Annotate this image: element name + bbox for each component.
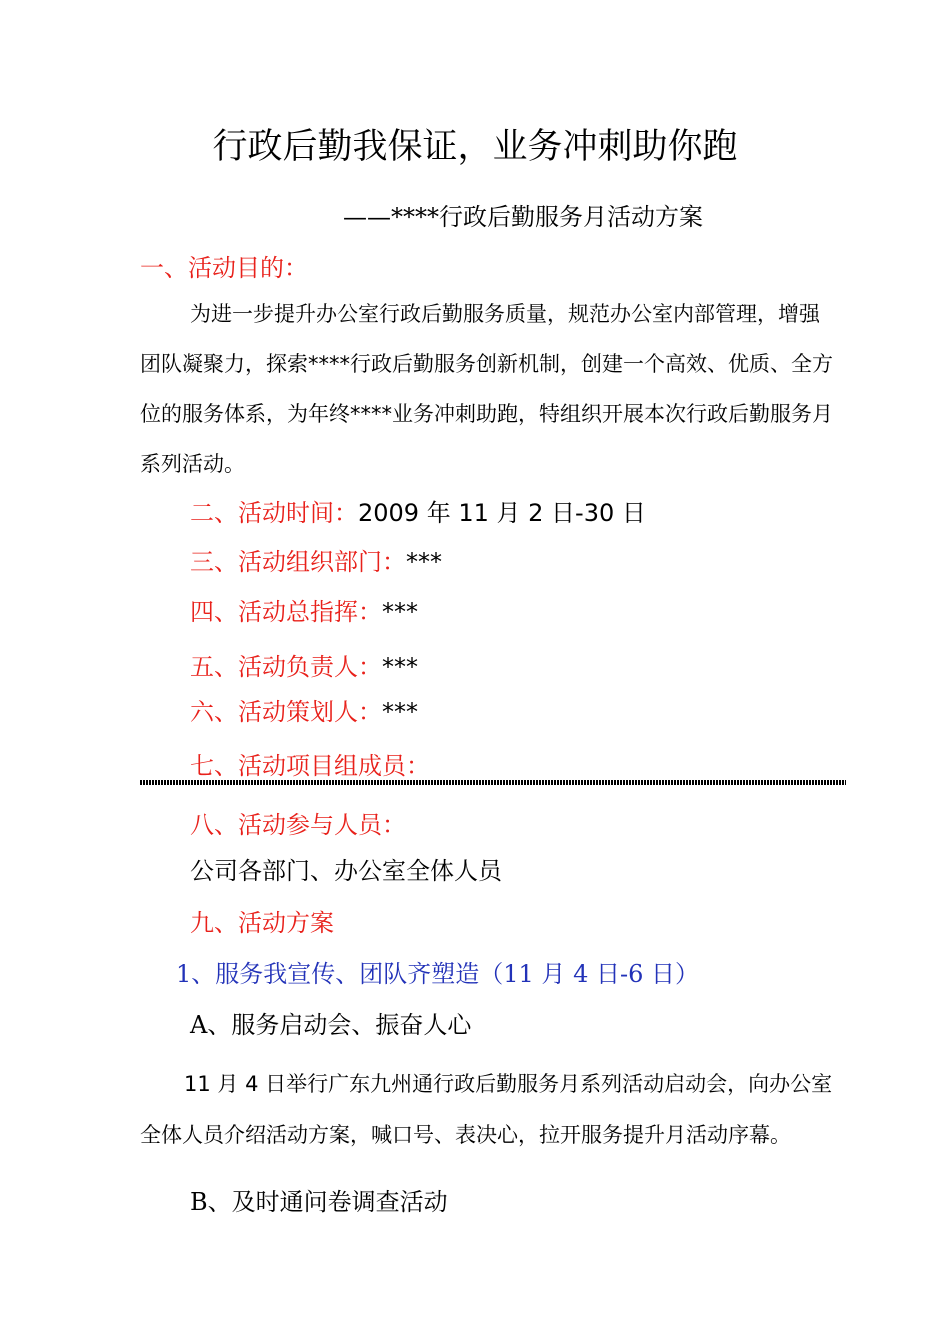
section-3-line — [190, 545, 442, 579]
organizer-value: *** — [406, 548, 442, 576]
dotted-divider — [140, 780, 846, 785]
section-2-line — [190, 496, 646, 530]
section-1-body: 为进一步提升办公室行政后勤服务质量，规范办公室内部管理，增强团队凝聚力，探索****行政后勤服务创新机制，创建一个高效、优质、全方位的服务体系，为年终****业务冲刺助跑，特组织开展本次行政后勤服务月系列活动。 — [140, 302, 833, 476]
section-7-heading: 七、活动项目组成员： — [190, 752, 430, 780]
section-2-heading: 二、活动时间： — [190, 499, 358, 527]
section-4-line — [190, 595, 418, 629]
section-4-heading: 四、活动总指挥： — [190, 598, 382, 626]
plan-item-1b-heading: B、及时通问卷调查活动 — [190, 1188, 448, 1216]
document-subtitle: ——****行政后勤服务月活动方案 — [343, 203, 703, 231]
section-5-line — [190, 650, 418, 684]
commander-value: *** — [382, 598, 418, 626]
leader-value: *** — [382, 653, 418, 681]
document-title: 行政后勤我保证，业务冲刺助你跑 — [212, 127, 738, 167]
section-6-line — [190, 695, 418, 729]
plan-item-1a-body: 11 月 4 日举行广东九州通行政后勤服务月系列活动启动会，向办公室全体人员介绍活动方案，喊口号、表决心，拉开服务提升月活动序幕。 — [140, 1072, 833, 1147]
planner-value: *** — [382, 698, 418, 726]
section-8-heading: 八、活动参与人员： — [190, 811, 406, 839]
section-1-heading: 一、活动目的： — [140, 254, 308, 282]
section-8-body: 公司各部门、办公室全体人员 — [190, 857, 502, 885]
plan-item-1-heading: 1、服务我宣传、团队齐塑造（11 月 4 日-6 日） — [176, 960, 699, 988]
activity-time-value: 2009 年 11 月 2 日-30 日 — [358, 499, 646, 527]
plan-item-1a-heading: A、服务启动会、振奋人心 — [190, 1011, 472, 1039]
section-9-heading: 九、活动方案 — [190, 909, 334, 937]
section-6-heading: 六、活动策划人： — [190, 698, 382, 726]
section-3-heading: 三、活动组织部门： — [190, 548, 406, 576]
section-5-heading: 五、活动负责人： — [190, 653, 382, 681]
